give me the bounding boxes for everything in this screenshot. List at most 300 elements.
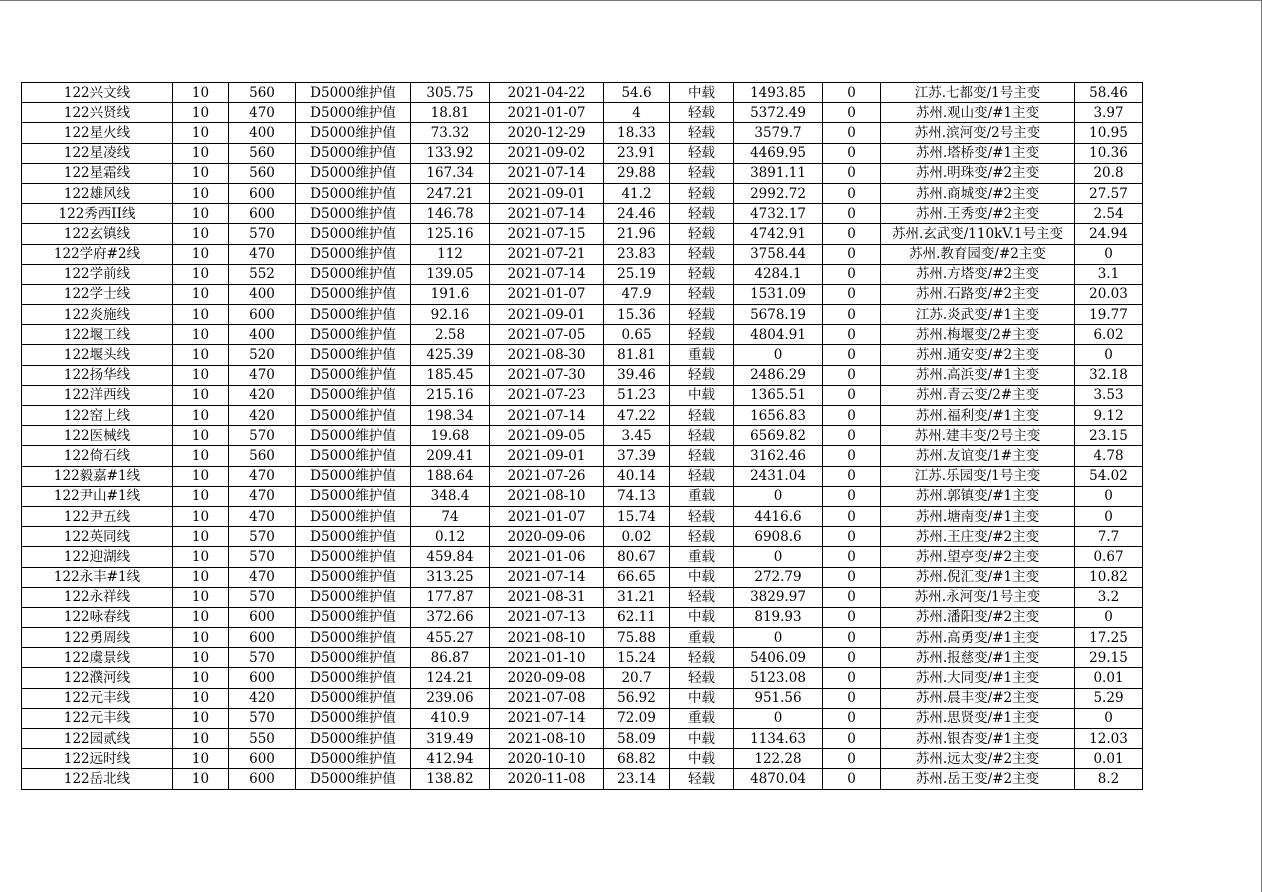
table-row <box>22 163 1143 183</box>
cell-spare-capacity: 4742.91 <box>734 224 823 244</box>
cell-date: 2021-07-14 <box>490 264 604 284</box>
cell-transformer-load: 10.82 <box>1075 567 1143 587</box>
cell-date: 2021-09-02 <box>490 143 604 163</box>
cell-load-level: 轻载 <box>670 527 734 547</box>
table-row <box>22 123 1143 143</box>
cell-main-transformer: 苏州.建丰变/2号主变 <box>881 426 1075 446</box>
cell-date: 2021-09-01 <box>490 446 604 466</box>
cell-main-transformer: 苏州.倪汇变/#1主变 <box>881 567 1075 587</box>
cell-main-transformer: 苏州.晨丰变/#2主变 <box>881 688 1075 708</box>
cell-load-rate: 23.91 <box>604 143 670 163</box>
cell-date: 2021-08-10 <box>490 486 604 506</box>
cell-data-source: D5000维护值 <box>296 527 411 547</box>
cell-voltage: 10 <box>173 183 229 203</box>
cell-date: 2021-01-10 <box>490 648 604 668</box>
cell-main-transformer: 苏州.塔桥变/#1主变 <box>881 143 1075 163</box>
cell-spare-capacity: 4870.04 <box>734 769 823 789</box>
cell-max-current: 19.68 <box>411 426 490 446</box>
cell-line-name: 122濮河线 <box>22 668 173 688</box>
cell-data-source: D5000维护值 <box>296 183 411 203</box>
cell-load-level: 重载 <box>670 628 734 648</box>
cell-main-transformer: 苏州.方塔变/#2主变 <box>881 264 1075 284</box>
cell-date: 2021-07-15 <box>490 224 604 244</box>
cell-data-source: D5000维护值 <box>296 244 411 264</box>
cell-load-rate: 3.45 <box>604 426 670 446</box>
cell-load-level: 中载 <box>670 749 734 769</box>
cell-load-level: 轻载 <box>670 204 734 224</box>
cell-line-name: 122星凌线 <box>22 143 173 163</box>
cell-load-level: 轻载 <box>670 506 734 526</box>
table-row <box>22 385 1143 405</box>
cell-rated-current: 570 <box>229 426 296 446</box>
cell-count: 0 <box>823 607 881 627</box>
cell-count: 0 <box>823 708 881 728</box>
cell-voltage: 10 <box>173 688 229 708</box>
cell-rated-current: 570 <box>229 648 296 668</box>
cell-date: 2021-07-23 <box>490 385 604 405</box>
cell-count: 0 <box>823 163 881 183</box>
cell-spare-capacity: 5123.08 <box>734 668 823 688</box>
cell-main-transformer: 苏州.高浜变/#1主变 <box>881 365 1075 385</box>
cell-rated-current: 470 <box>229 486 296 506</box>
cell-spare-capacity: 0 <box>734 345 823 365</box>
cell-main-transformer: 苏州.潘阳变/#2主变 <box>881 607 1075 627</box>
cell-data-source: D5000维护值 <box>296 729 411 749</box>
cell-voltage: 10 <box>173 83 229 103</box>
cell-rated-current: 400 <box>229 123 296 143</box>
cell-load-level: 轻载 <box>670 587 734 607</box>
cell-rated-current: 420 <box>229 385 296 405</box>
cell-voltage: 10 <box>173 749 229 769</box>
cell-main-transformer: 苏州.梅堰变/2#主变 <box>881 325 1075 345</box>
cell-transformer-load: 54.02 <box>1075 466 1143 486</box>
cell-line-name: 122永祥线 <box>22 587 173 607</box>
table-row <box>22 547 1143 567</box>
cell-rated-current: 470 <box>229 466 296 486</box>
cell-max-current: 209.41 <box>411 446 490 466</box>
cell-transformer-load: 0 <box>1075 708 1143 728</box>
cell-line-name: 122学士线 <box>22 284 173 304</box>
cell-voltage: 10 <box>173 729 229 749</box>
cell-rated-current: 470 <box>229 567 296 587</box>
cell-count: 0 <box>823 83 881 103</box>
cell-main-transformer: 苏州.塘南变/#1主变 <box>881 506 1075 526</box>
table-row <box>22 224 1143 244</box>
table-row <box>22 365 1143 385</box>
cell-max-current: 410.9 <box>411 708 490 728</box>
cell-date: 2021-08-10 <box>490 729 604 749</box>
cell-load-rate: 15.74 <box>604 506 670 526</box>
cell-line-name: 122学府#2线 <box>22 244 173 264</box>
cell-load-rate: 23.83 <box>604 244 670 264</box>
cell-load-rate: 18.33 <box>604 123 670 143</box>
cell-rated-current: 560 <box>229 83 296 103</box>
cell-data-source: D5000维护值 <box>296 648 411 668</box>
cell-date: 2021-08-31 <box>490 587 604 607</box>
cell-transformer-load: 8.2 <box>1075 769 1143 789</box>
cell-max-current: 138.82 <box>411 769 490 789</box>
cell-line-name: 122秀西II线 <box>22 204 173 224</box>
cell-rated-current: 400 <box>229 325 296 345</box>
cell-load-rate: 31.21 <box>604 587 670 607</box>
cell-data-source: D5000维护值 <box>296 143 411 163</box>
cell-transformer-load: 0.67 <box>1075 547 1143 567</box>
cell-data-source: D5000维护值 <box>296 365 411 385</box>
table-row <box>22 204 1143 224</box>
cell-voltage: 10 <box>173 365 229 385</box>
cell-max-current: 133.92 <box>411 143 490 163</box>
cell-data-source: D5000维护值 <box>296 688 411 708</box>
cell-load-rate: 23.14 <box>604 769 670 789</box>
cell-voltage: 10 <box>173 769 229 789</box>
cell-max-current: 74 <box>411 506 490 526</box>
cell-count: 0 <box>823 406 881 426</box>
cell-rated-current: 600 <box>229 183 296 203</box>
cell-line-name: 122医械线 <box>22 426 173 446</box>
cell-data-source: D5000维护值 <box>296 204 411 224</box>
cell-line-name: 122英同线 <box>22 527 173 547</box>
cell-line-name: 122星霜线 <box>22 163 173 183</box>
cell-load-level: 轻载 <box>670 446 734 466</box>
cell-voltage: 10 <box>173 224 229 244</box>
cell-rated-current: 600 <box>229 769 296 789</box>
cell-count: 0 <box>823 426 881 446</box>
cell-main-transformer: 江苏.乐园变/1号主变 <box>881 466 1075 486</box>
cell-load-rate: 41.2 <box>604 183 670 203</box>
cell-load-rate: 20.7 <box>604 668 670 688</box>
cell-voltage: 10 <box>173 385 229 405</box>
cell-transformer-load: 0 <box>1075 607 1143 627</box>
cell-max-current: 372.66 <box>411 607 490 627</box>
cell-spare-capacity: 3891.11 <box>734 163 823 183</box>
cell-load-level: 轻载 <box>670 183 734 203</box>
cell-count: 0 <box>823 466 881 486</box>
cell-data-source: D5000维护值 <box>296 769 411 789</box>
cell-load-rate: 37.39 <box>604 446 670 466</box>
cell-transformer-load: 32.18 <box>1075 365 1143 385</box>
cell-load-level: 轻载 <box>670 143 734 163</box>
cell-voltage: 10 <box>173 284 229 304</box>
cell-main-transformer: 苏州.银杏变/#1主变 <box>881 729 1075 749</box>
table-row <box>22 284 1143 304</box>
cell-transformer-load: 58.46 <box>1075 83 1143 103</box>
cell-count: 0 <box>823 385 881 405</box>
cell-max-current: 313.25 <box>411 567 490 587</box>
cell-main-transformer: 苏州.岳王变/#2主变 <box>881 769 1075 789</box>
cell-transformer-load: 3.1 <box>1075 264 1143 284</box>
cell-main-transformer: 苏州.明珠变/#2主变 <box>881 163 1075 183</box>
cell-transformer-load: 2.54 <box>1075 204 1143 224</box>
cell-count: 0 <box>823 123 881 143</box>
cell-date: 2021-01-07 <box>490 284 604 304</box>
cell-data-source: D5000维护值 <box>296 466 411 486</box>
cell-transformer-load: 9.12 <box>1075 406 1143 426</box>
cell-transformer-load: 24.94 <box>1075 224 1143 244</box>
cell-spare-capacity: 5678.19 <box>734 305 823 325</box>
cell-count: 0 <box>823 567 881 587</box>
cell-spare-capacity: 4469.95 <box>734 143 823 163</box>
cell-date: 2021-07-05 <box>490 325 604 345</box>
cell-transformer-load: 3.53 <box>1075 385 1143 405</box>
cell-date: 2021-08-10 <box>490 628 604 648</box>
cell-data-source: D5000维护值 <box>296 284 411 304</box>
cell-voltage: 10 <box>173 204 229 224</box>
cell-line-name: 122星火线 <box>22 123 173 143</box>
cell-spare-capacity: 0 <box>734 628 823 648</box>
cell-load-rate: 4 <box>604 103 670 123</box>
cell-count: 0 <box>823 345 881 365</box>
cell-spare-capacity: 3162.46 <box>734 446 823 466</box>
cell-load-rate: 68.82 <box>604 749 670 769</box>
table-row <box>22 567 1143 587</box>
cell-line-name: 122元丰线 <box>22 688 173 708</box>
cell-max-current: 86.87 <box>411 648 490 668</box>
cell-voltage: 10 <box>173 486 229 506</box>
cell-load-level: 中载 <box>670 83 734 103</box>
cell-transformer-load: 0 <box>1075 486 1143 506</box>
cell-rated-current: 560 <box>229 446 296 466</box>
cell-line-name: 122毅嘉#1线 <box>22 466 173 486</box>
cell-load-level: 重载 <box>670 486 734 506</box>
cell-load-level: 中载 <box>670 688 734 708</box>
cell-spare-capacity: 6569.82 <box>734 426 823 446</box>
cell-data-source: D5000维护值 <box>296 506 411 526</box>
cell-count: 0 <box>823 628 881 648</box>
cell-voltage: 10 <box>173 607 229 627</box>
cell-rated-current: 570 <box>229 587 296 607</box>
cell-rated-current: 560 <box>229 163 296 183</box>
cell-load-level: 轻载 <box>670 264 734 284</box>
cell-load-level: 轻载 <box>670 224 734 244</box>
cell-data-source: D5000维护值 <box>296 385 411 405</box>
table-row <box>22 607 1143 627</box>
cell-load-level: 轻载 <box>670 406 734 426</box>
cell-load-level: 中载 <box>670 607 734 627</box>
cell-data-source: D5000维护值 <box>296 628 411 648</box>
cell-spare-capacity: 0 <box>734 708 823 728</box>
cell-max-current: 139.05 <box>411 264 490 284</box>
cell-line-name: 122兴文线 <box>22 83 173 103</box>
cell-voltage: 10 <box>173 567 229 587</box>
cell-transformer-load: 20.8 <box>1075 163 1143 183</box>
cell-rated-current: 600 <box>229 607 296 627</box>
table-row <box>22 749 1143 769</box>
cell-data-source: D5000维护值 <box>296 426 411 446</box>
cell-rated-current: 470 <box>229 244 296 264</box>
cell-spare-capacity: 4732.17 <box>734 204 823 224</box>
cell-voltage: 10 <box>173 466 229 486</box>
cell-voltage: 10 <box>173 305 229 325</box>
cell-max-current: 146.78 <box>411 204 490 224</box>
cell-max-current: 191.6 <box>411 284 490 304</box>
cell-voltage: 10 <box>173 345 229 365</box>
cell-date: 2021-07-14 <box>490 406 604 426</box>
cell-spare-capacity: 272.79 <box>734 567 823 587</box>
cell-data-source: D5000维护值 <box>296 163 411 183</box>
cell-count: 0 <box>823 749 881 769</box>
cell-voltage: 10 <box>173 628 229 648</box>
cell-date: 2021-09-05 <box>490 426 604 446</box>
cell-date: 2021-01-07 <box>490 506 604 526</box>
cell-main-transformer: 苏州.远太变/#2主变 <box>881 749 1075 769</box>
cell-count: 0 <box>823 446 881 466</box>
cell-line-name: 122炎施线 <box>22 305 173 325</box>
cell-date: 2021-07-21 <box>490 244 604 264</box>
cell-line-name: 122洋西线 <box>22 385 173 405</box>
cell-transformer-load: 0.01 <box>1075 749 1143 769</box>
cell-load-rate: 29.88 <box>604 163 670 183</box>
table-row <box>22 244 1143 264</box>
cell-transformer-load: 7.7 <box>1075 527 1143 547</box>
cell-max-current: 198.34 <box>411 406 490 426</box>
cell-spare-capacity: 2992.72 <box>734 183 823 203</box>
cell-spare-capacity: 6908.6 <box>734 527 823 547</box>
cell-line-name: 122岳北线 <box>22 769 173 789</box>
cell-date: 2021-09-01 <box>490 305 604 325</box>
cell-line-name: 122永丰#1线 <box>22 567 173 587</box>
cell-data-source: D5000维护值 <box>296 325 411 345</box>
cell-load-rate: 47.9 <box>604 284 670 304</box>
table-row <box>22 103 1143 123</box>
cell-load-level: 轻载 <box>670 284 734 304</box>
cell-count: 0 <box>823 143 881 163</box>
cell-max-current: 305.75 <box>411 83 490 103</box>
cell-spare-capacity: 3758.44 <box>734 244 823 264</box>
cell-line-name: 122元丰线 <box>22 708 173 728</box>
cell-rated-current: 600 <box>229 628 296 648</box>
cell-load-rate: 25.19 <box>604 264 670 284</box>
cell-main-transformer: 江苏.炎武变/#1主变 <box>881 305 1075 325</box>
table-row <box>22 527 1143 547</box>
cell-line-name: 122学前线 <box>22 264 173 284</box>
cell-date: 2020-09-06 <box>490 527 604 547</box>
cell-count: 0 <box>823 305 881 325</box>
cell-load-level: 中载 <box>670 567 734 587</box>
cell-spare-capacity: 1531.09 <box>734 284 823 304</box>
cell-line-name: 122园贰线 <box>22 729 173 749</box>
cell-spare-capacity: 1493.85 <box>734 83 823 103</box>
cell-load-rate: 75.88 <box>604 628 670 648</box>
cell-count: 0 <box>823 264 881 284</box>
cell-data-source: D5000维护值 <box>296 547 411 567</box>
cell-rated-current: 570 <box>229 708 296 728</box>
cell-date: 2020-10-10 <box>490 749 604 769</box>
cell-max-current: 167.34 <box>411 163 490 183</box>
cell-count: 0 <box>823 183 881 203</box>
cell-voltage: 10 <box>173 708 229 728</box>
cell-spare-capacity: 5372.49 <box>734 103 823 123</box>
cell-voltage: 10 <box>173 668 229 688</box>
cell-load-level: 轻载 <box>670 648 734 668</box>
cell-spare-capacity: 3829.97 <box>734 587 823 607</box>
cell-main-transformer: 苏州.报慈变/#1主变 <box>881 648 1075 668</box>
table-row <box>22 466 1143 486</box>
cell-main-transformer: 苏州.观山变/#1主变 <box>881 103 1075 123</box>
cell-voltage: 10 <box>173 527 229 547</box>
cell-date: 2020-12-29 <box>490 123 604 143</box>
cell-main-transformer: 苏州.永河变/1号主变 <box>881 587 1075 607</box>
table-row <box>22 305 1143 325</box>
cell-main-transformer: 苏州.青云变/2#主变 <box>881 385 1075 405</box>
cell-line-name: 122远时线 <box>22 749 173 769</box>
cell-load-level: 重载 <box>670 708 734 728</box>
cell-load-level: 轻载 <box>670 426 734 446</box>
table-row <box>22 345 1143 365</box>
cell-max-current: 239.06 <box>411 688 490 708</box>
page-top-border <box>0 0 1262 1</box>
table-row <box>22 406 1143 426</box>
cell-transformer-load: 27.57 <box>1075 183 1143 203</box>
cell-count: 0 <box>823 224 881 244</box>
cell-data-source: D5000维护值 <box>296 264 411 284</box>
cell-main-transformer: 江苏.七都变/1号主变 <box>881 83 1075 103</box>
cell-rated-current: 420 <box>229 688 296 708</box>
cell-load-rate: 15.24 <box>604 648 670 668</box>
cell-main-transformer: 苏州.望亭变/#2主变 <box>881 547 1075 567</box>
cell-load-rate: 51.23 <box>604 385 670 405</box>
cell-max-current: 18.81 <box>411 103 490 123</box>
cell-count: 0 <box>823 769 881 789</box>
cell-main-transformer: 苏州.友谊变/1#主变 <box>881 446 1075 466</box>
cell-date: 2021-07-13 <box>490 607 604 627</box>
cell-load-rate: 81.81 <box>604 345 670 365</box>
cell-data-source: D5000维护值 <box>296 749 411 769</box>
cell-count: 0 <box>823 204 881 224</box>
cell-date: 2021-07-08 <box>490 688 604 708</box>
cell-max-current: 459.84 <box>411 547 490 567</box>
cell-voltage: 10 <box>173 406 229 426</box>
cell-load-rate: 40.14 <box>604 466 670 486</box>
cell-line-name: 122玄镇线 <box>22 224 173 244</box>
cell-max-current: 124.21 <box>411 668 490 688</box>
cell-date: 2021-01-07 <box>490 103 604 123</box>
table-row <box>22 426 1143 446</box>
cell-data-source: D5000维护值 <box>296 486 411 506</box>
cell-voltage: 10 <box>173 547 229 567</box>
cell-load-level: 轻载 <box>670 668 734 688</box>
table-row <box>22 708 1143 728</box>
cell-main-transformer: 苏州.郭镇变/#1主变 <box>881 486 1075 506</box>
cell-data-source: D5000维护值 <box>296 123 411 143</box>
cell-rated-current: 552 <box>229 264 296 284</box>
cell-date: 2021-07-14 <box>490 567 604 587</box>
cell-load-rate: 21.96 <box>604 224 670 244</box>
cell-transformer-load: 29.15 <box>1075 648 1143 668</box>
cell-voltage: 10 <box>173 325 229 345</box>
cell-count: 0 <box>823 587 881 607</box>
cell-spare-capacity: 4804.91 <box>734 325 823 345</box>
cell-rated-current: 600 <box>229 204 296 224</box>
cell-voltage: 10 <box>173 446 229 466</box>
cell-line-name: 122兴贤线 <box>22 103 173 123</box>
table-row <box>22 83 1143 103</box>
cell-transformer-load: 6.02 <box>1075 325 1143 345</box>
cell-data-source: D5000维护值 <box>296 83 411 103</box>
table-row <box>22 183 1143 203</box>
cell-rated-current: 470 <box>229 506 296 526</box>
cell-spare-capacity: 4284.1 <box>734 264 823 284</box>
cell-line-name: 122窑上线 <box>22 406 173 426</box>
cell-transformer-load: 10.36 <box>1075 143 1143 163</box>
table-row <box>22 587 1143 607</box>
cell-line-name: 122虞景线 <box>22 648 173 668</box>
cell-load-level: 中载 <box>670 385 734 405</box>
cell-line-name: 122扬华线 <box>22 365 173 385</box>
cell-date: 2021-09-01 <box>490 183 604 203</box>
cell-max-current: 73.32 <box>411 123 490 143</box>
cell-voltage: 10 <box>173 506 229 526</box>
cell-load-rate: 56.92 <box>604 688 670 708</box>
